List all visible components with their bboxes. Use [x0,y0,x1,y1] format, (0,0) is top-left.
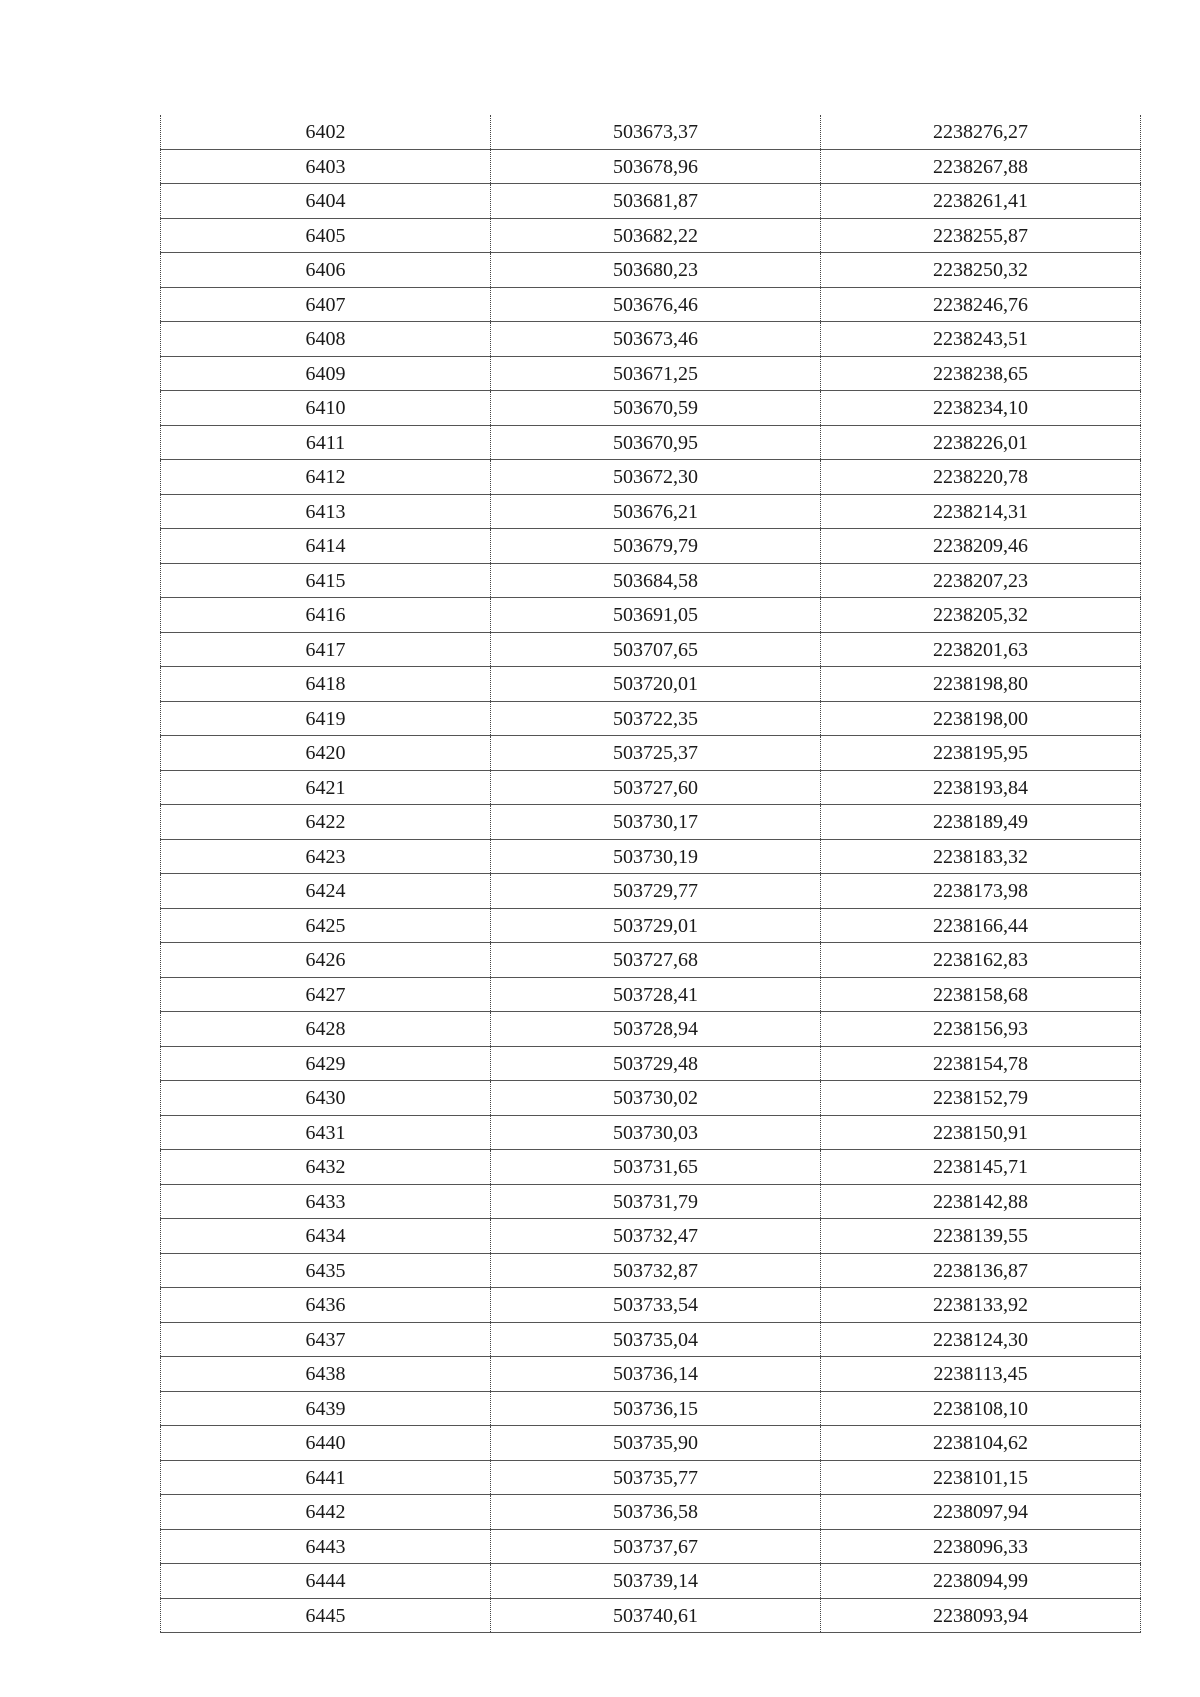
y-coordinate-cell: 2238198,00 [821,701,1141,736]
x-coordinate-cell: 503730,17 [491,805,821,840]
y-coordinate-cell: 2238108,10 [821,1391,1141,1426]
x-coordinate-cell: 503731,65 [491,1150,821,1185]
x-coordinate-cell: 503720,01 [491,667,821,702]
table-row [161,908,1141,943]
coordinates-table [160,115,1141,1633]
y-coordinate-cell: 2238250,32 [821,253,1141,288]
x-coordinate-cell: 503735,90 [491,1426,821,1461]
point-number-cell: 6407 [161,287,491,322]
y-coordinate-cell: 2238220,78 [821,460,1141,495]
table-row [161,115,1141,149]
point-number-cell: 6429 [161,1046,491,1081]
x-coordinate-cell: 503672,30 [491,460,821,495]
y-coordinate-cell: 2238209,46 [821,529,1141,564]
point-number-cell: 6402 [161,115,491,149]
point-number-cell: 6409 [161,356,491,391]
x-coordinate-cell: 503691,05 [491,598,821,633]
table-row [161,805,1141,840]
table-row [161,701,1141,736]
point-number-cell: 6440 [161,1426,491,1461]
coordinates-table-body [161,115,1141,1633]
y-coordinate-cell: 2238097,94 [821,1495,1141,1530]
table-row [161,529,1141,564]
y-coordinate-cell: 2238096,33 [821,1529,1141,1564]
x-coordinate-cell: 503729,77 [491,874,821,909]
x-coordinate-cell: 503670,59 [491,391,821,426]
point-number-cell: 6441 [161,1460,491,1495]
y-coordinate-cell: 2238205,32 [821,598,1141,633]
x-coordinate-cell: 503673,37 [491,115,821,149]
x-coordinate-cell: 503673,46 [491,322,821,357]
table-row [161,322,1141,357]
x-coordinate-cell: 503684,58 [491,563,821,598]
point-number-cell: 6404 [161,184,491,219]
point-number-cell: 6444 [161,1564,491,1599]
point-number-cell: 6435 [161,1253,491,1288]
table-row [161,356,1141,391]
y-coordinate-cell: 2238238,65 [821,356,1141,391]
table-row [161,1253,1141,1288]
y-coordinate-cell: 2238150,91 [821,1115,1141,1150]
x-coordinate-cell: 503727,60 [491,770,821,805]
point-number-cell: 6438 [161,1357,491,1392]
x-coordinate-cell: 503681,87 [491,184,821,219]
x-coordinate-cell: 503739,14 [491,1564,821,1599]
x-coordinate-cell: 503736,58 [491,1495,821,1530]
table-row [161,943,1141,978]
y-coordinate-cell: 2238136,87 [821,1253,1141,1288]
y-coordinate-cell: 2238142,88 [821,1184,1141,1219]
table-row [161,1322,1141,1357]
point-number-cell: 6412 [161,460,491,495]
y-coordinate-cell: 2238156,93 [821,1012,1141,1047]
x-coordinate-cell: 503682,22 [491,218,821,253]
x-coordinate-cell: 503735,04 [491,1322,821,1357]
x-coordinate-cell: 503671,25 [491,356,821,391]
point-number-cell: 6445 [161,1598,491,1633]
x-coordinate-cell: 503728,41 [491,977,821,1012]
y-coordinate-cell: 2238276,27 [821,115,1141,149]
x-coordinate-cell: 503676,21 [491,494,821,529]
x-coordinate-cell: 503670,95 [491,425,821,460]
y-coordinate-cell: 2238207,23 [821,563,1141,598]
point-number-cell: 6420 [161,736,491,771]
table-row [161,1426,1141,1461]
y-coordinate-cell: 2238101,15 [821,1460,1141,1495]
y-coordinate-cell: 2238093,94 [821,1598,1141,1633]
table-row [161,1529,1141,1564]
table-row [161,1081,1141,1116]
point-number-cell: 6411 [161,425,491,460]
x-coordinate-cell: 503730,03 [491,1115,821,1150]
y-coordinate-cell: 2238193,84 [821,770,1141,805]
y-coordinate-cell: 2238166,44 [821,908,1141,943]
point-number-cell: 6405 [161,218,491,253]
table-row [161,977,1141,1012]
y-coordinate-cell: 2238255,87 [821,218,1141,253]
table-row [161,1460,1141,1495]
table-row [161,598,1141,633]
table-row [161,770,1141,805]
table-row [161,1564,1141,1599]
point-number-cell: 6423 [161,839,491,874]
table-row [161,1012,1141,1047]
x-coordinate-cell: 503722,35 [491,701,821,736]
point-number-cell: 6410 [161,391,491,426]
table-row [161,874,1141,909]
x-coordinate-cell: 503676,46 [491,287,821,322]
x-coordinate-cell: 503729,48 [491,1046,821,1081]
point-number-cell: 6425 [161,908,491,943]
x-coordinate-cell: 503727,68 [491,943,821,978]
table-row [161,149,1141,184]
table-row [161,1598,1141,1633]
y-coordinate-cell: 2238267,88 [821,149,1141,184]
table-row [161,425,1141,460]
y-coordinate-cell: 2238104,62 [821,1426,1141,1461]
point-number-cell: 6442 [161,1495,491,1530]
y-coordinate-cell: 2238201,63 [821,632,1141,667]
point-number-cell: 6406 [161,253,491,288]
y-coordinate-cell: 2238158,68 [821,977,1141,1012]
point-number-cell: 6433 [161,1184,491,1219]
point-number-cell: 6426 [161,943,491,978]
y-coordinate-cell: 2238124,30 [821,1322,1141,1357]
table-row [161,736,1141,771]
y-coordinate-cell: 2238113,45 [821,1357,1141,1392]
point-number-cell: 6427 [161,977,491,1012]
y-coordinate-cell: 2238173,98 [821,874,1141,909]
x-coordinate-cell: 503730,19 [491,839,821,874]
y-coordinate-cell: 2238214,31 [821,494,1141,529]
point-number-cell: 6419 [161,701,491,736]
point-number-cell: 6443 [161,1529,491,1564]
table-row [161,1219,1141,1254]
x-coordinate-cell: 503707,65 [491,632,821,667]
y-coordinate-cell: 2238152,79 [821,1081,1141,1116]
y-coordinate-cell: 2238162,83 [821,943,1141,978]
x-coordinate-cell: 503678,96 [491,149,821,184]
table-row [161,1150,1141,1185]
table-row [161,253,1141,288]
y-coordinate-cell: 2238133,92 [821,1288,1141,1323]
y-coordinate-cell: 2238246,76 [821,287,1141,322]
y-coordinate-cell: 2238154,78 [821,1046,1141,1081]
table-row [161,460,1141,495]
point-number-cell: 6428 [161,1012,491,1047]
table-row [161,1115,1141,1150]
y-coordinate-cell: 2238243,51 [821,322,1141,357]
x-coordinate-cell: 503680,23 [491,253,821,288]
x-coordinate-cell: 503728,94 [491,1012,821,1047]
table-row [161,1046,1141,1081]
table-row [161,632,1141,667]
x-coordinate-cell: 503733,54 [491,1288,821,1323]
point-number-cell: 6414 [161,529,491,564]
x-coordinate-cell: 503740,61 [491,1598,821,1633]
x-coordinate-cell: 503732,47 [491,1219,821,1254]
point-number-cell: 6437 [161,1322,491,1357]
x-coordinate-cell: 503725,37 [491,736,821,771]
x-coordinate-cell: 503679,79 [491,529,821,564]
point-number-cell: 6434 [161,1219,491,1254]
table-row [161,563,1141,598]
point-number-cell: 6403 [161,149,491,184]
y-coordinate-cell: 2238183,32 [821,839,1141,874]
y-coordinate-cell: 2238189,49 [821,805,1141,840]
x-coordinate-cell: 503737,67 [491,1529,821,1564]
x-coordinate-cell: 503731,79 [491,1184,821,1219]
point-number-cell: 6408 [161,322,491,357]
y-coordinate-cell: 2238094,99 [821,1564,1141,1599]
point-number-cell: 6417 [161,632,491,667]
point-number-cell: 6422 [161,805,491,840]
point-number-cell: 6413 [161,494,491,529]
y-coordinate-cell: 2238195,95 [821,736,1141,771]
point-number-cell: 6424 [161,874,491,909]
point-number-cell: 6431 [161,1115,491,1150]
table-row [161,1495,1141,1530]
table-row [161,218,1141,253]
table-row [161,494,1141,529]
table-row [161,839,1141,874]
table-row [161,667,1141,702]
point-number-cell: 6418 [161,667,491,702]
table-row [161,287,1141,322]
table-row [161,184,1141,219]
table-row [161,1357,1141,1392]
point-number-cell: 6432 [161,1150,491,1185]
point-number-cell: 6415 [161,563,491,598]
point-number-cell: 6416 [161,598,491,633]
point-number-cell: 6430 [161,1081,491,1116]
y-coordinate-cell: 2238198,80 [821,667,1141,702]
table-row [161,1391,1141,1426]
table-row [161,1184,1141,1219]
y-coordinate-cell: 2238145,71 [821,1150,1141,1185]
x-coordinate-cell: 503736,15 [491,1391,821,1426]
table-row [161,391,1141,426]
y-coordinate-cell: 2238139,55 [821,1219,1141,1254]
x-coordinate-cell: 503735,77 [491,1460,821,1495]
point-number-cell: 6436 [161,1288,491,1323]
x-coordinate-cell: 503729,01 [491,908,821,943]
y-coordinate-cell: 2238226,01 [821,425,1141,460]
x-coordinate-cell: 503732,87 [491,1253,821,1288]
point-number-cell: 6439 [161,1391,491,1426]
x-coordinate-cell: 503730,02 [491,1081,821,1116]
point-number-cell: 6421 [161,770,491,805]
x-coordinate-cell: 503736,14 [491,1357,821,1392]
y-coordinate-cell: 2238234,10 [821,391,1141,426]
y-coordinate-cell: 2238261,41 [821,184,1141,219]
table-row [161,1288,1141,1323]
